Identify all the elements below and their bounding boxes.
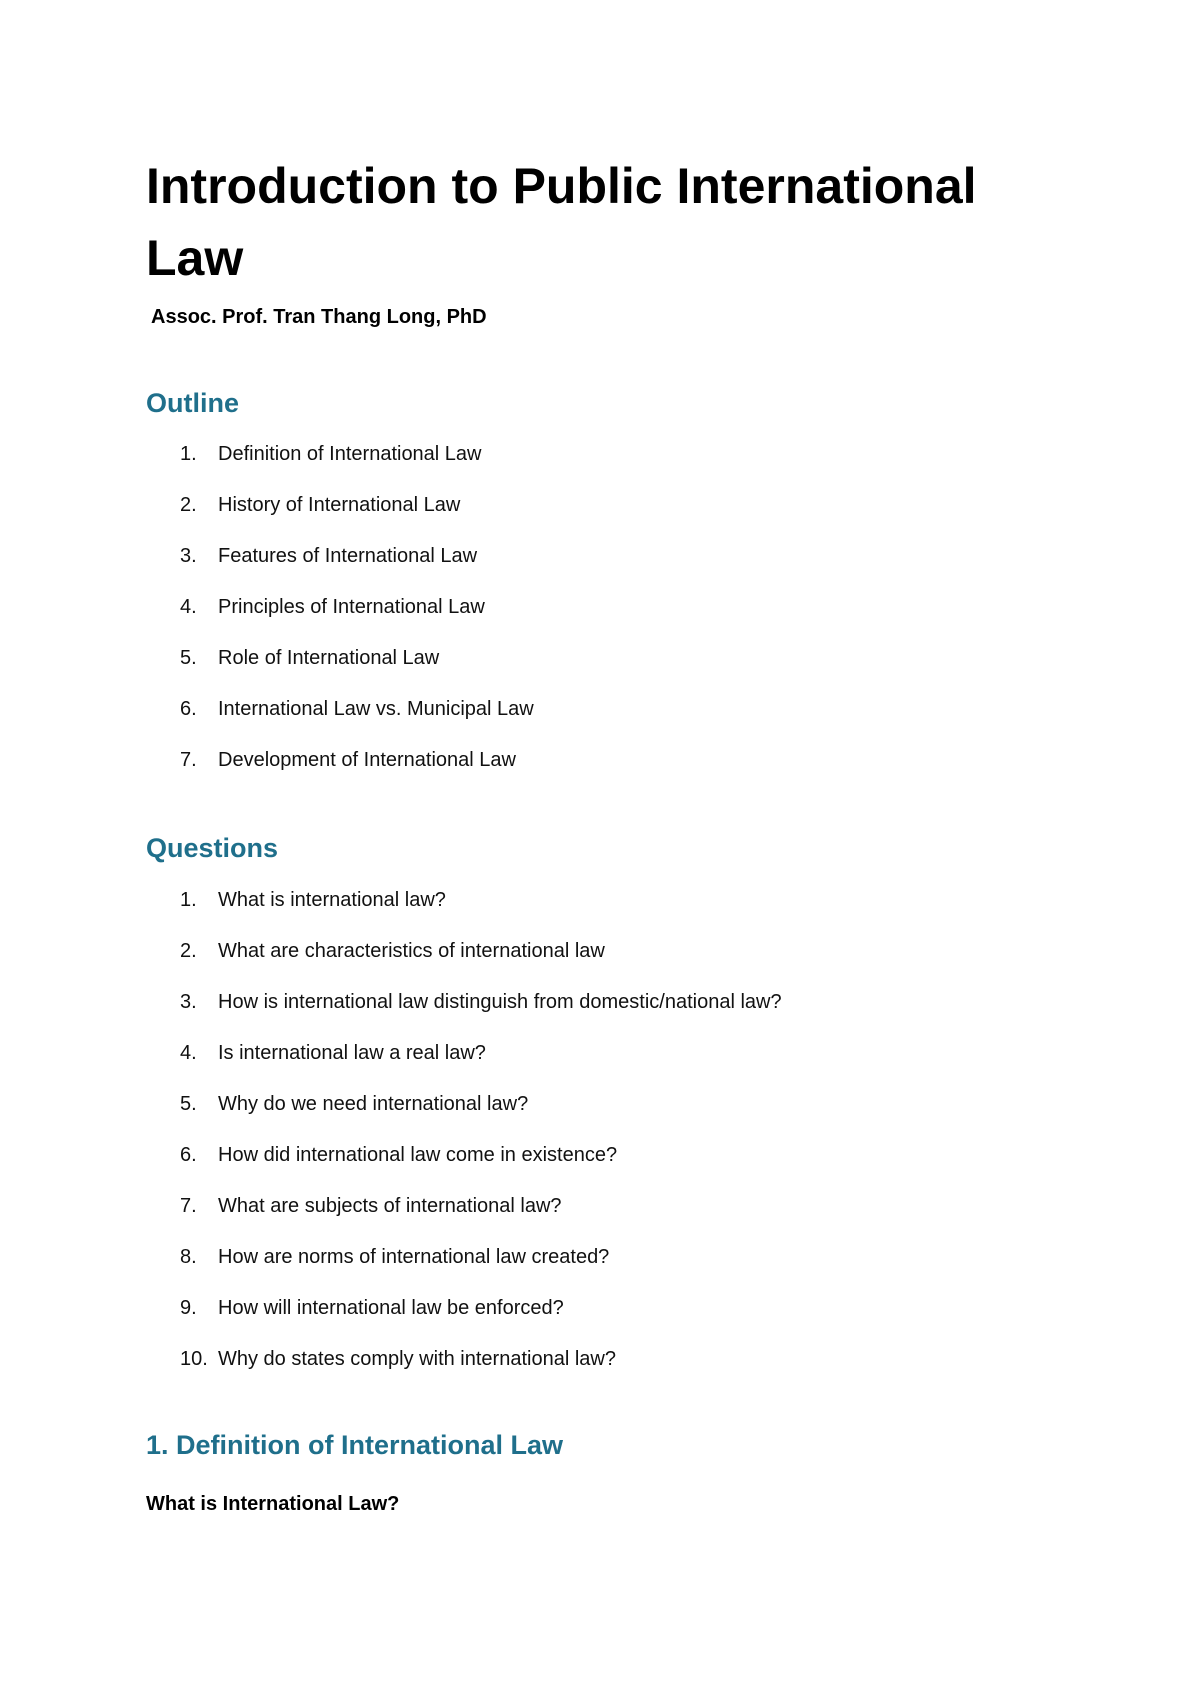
list-item	[180, 438, 534, 489]
list-item	[180, 1292, 782, 1343]
list-item	[180, 1343, 782, 1394]
list-item-text: How will international law be enforced?	[218, 1297, 564, 1319]
list-item-text: Role of International Law	[218, 647, 440, 669]
list-item	[180, 591, 534, 642]
list-item-text: What is international law?	[218, 889, 446, 911]
list-item	[180, 1139, 782, 1190]
list-item	[180, 884, 782, 935]
list-item	[180, 1241, 782, 1292]
list-item-text: What are subjects of international law?	[218, 1195, 562, 1217]
list-item-number: 6.	[180, 698, 197, 720]
list-item-number: 9.	[180, 1297, 197, 1319]
list-item	[180, 642, 534, 693]
outline-heading: Outline	[146, 388, 239, 418]
list-item	[180, 1190, 782, 1241]
list-item-number: 4.	[180, 1042, 197, 1064]
outline-list	[180, 438, 534, 795]
list-item-number: 7.	[180, 1195, 197, 1217]
list-item	[180, 1037, 782, 1088]
questions-list	[180, 884, 782, 1394]
list-item-number: 8.	[180, 1246, 197, 1268]
list-item	[180, 693, 534, 744]
list-item-text: Development of International Law	[218, 749, 516, 771]
list-item	[180, 1088, 782, 1139]
list-item-text: What are characteristics of international law	[218, 940, 605, 962]
section-1-subheading: What is International Law?	[146, 1493, 400, 1515]
list-item-text: History of International Law	[218, 494, 461, 516]
section-1-heading: 1. Definition of International Law	[146, 1430, 564, 1460]
list-item-number: 5.	[180, 1093, 197, 1115]
list-item-number: 4.	[180, 596, 197, 618]
list-item-number: 2.	[180, 940, 197, 962]
author-line: Assoc. Prof. Tran Thang Long, PhD	[151, 306, 487, 328]
list-item-text: Why do we need international law?	[218, 1093, 529, 1115]
list-item-text: Why do states comply with international law?	[218, 1348, 616, 1370]
list-item-text: How are norms of international law created?	[218, 1246, 610, 1268]
list-item-number: 2.	[180, 494, 197, 516]
list-item-number: 10.	[180, 1348, 208, 1370]
list-item-text: How did international law come in existence?	[218, 1144, 618, 1166]
list-item	[180, 744, 534, 795]
list-item-number: 3.	[180, 545, 197, 567]
list-item-number: 5.	[180, 647, 197, 669]
list-item	[180, 489, 534, 540]
list-item-number: 3.	[180, 991, 197, 1013]
list-item-number: 1.	[180, 443, 197, 465]
list-item	[180, 935, 782, 986]
list-item-text: International Law vs. Municipal Law	[218, 698, 534, 720]
list-item	[180, 986, 782, 1037]
list-item	[180, 540, 534, 591]
list-item-text: How is international law distinguish from domestic/national law?	[218, 991, 782, 1013]
list-item-text: Principles of International Law	[218, 596, 485, 618]
list-item-number: 1.	[180, 889, 197, 911]
list-item-text: Definition of International Law	[218, 443, 482, 465]
list-item-number: 6.	[180, 1144, 197, 1166]
document-title: Introduction to Public International Law	[146, 158, 977, 286]
list-item-number: 7.	[180, 749, 197, 771]
questions-heading: Questions	[146, 833, 279, 863]
list-item-text: Features of International Law	[218, 545, 478, 567]
list-item-text: Is international law a real law?	[218, 1042, 486, 1064]
